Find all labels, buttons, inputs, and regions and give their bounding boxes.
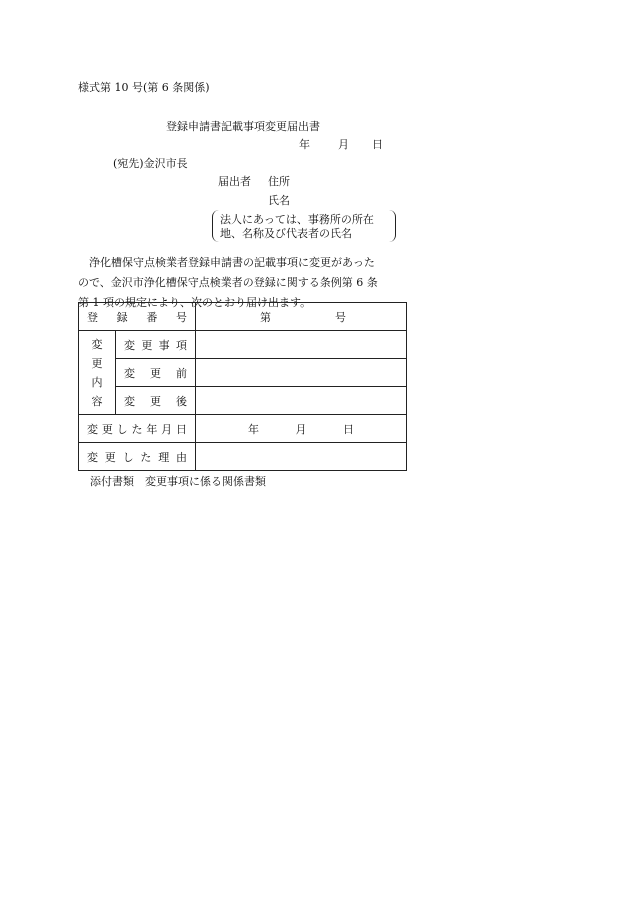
paragraph-line-2: ので、金沢市浄化槽保守点検業者の登録に関する条例第 6 条 (78, 276, 378, 289)
after-label: 変更後 (116, 387, 196, 415)
corporate-note-line1: 法人にあっては、事務所の所在 (220, 213, 374, 226)
reg-number-value-cell[interactable] (196, 303, 407, 331)
name-label: 氏名 (268, 194, 290, 207)
reg-number-label: 登録番号 (79, 303, 196, 331)
reason-value-cell[interactable] (196, 443, 407, 471)
changed-month-label: 月 (295, 422, 307, 436)
attachments-note: 添付書類 変更事項に係る関係書類 (90, 475, 266, 488)
change-item-value-cell[interactable] (196, 331, 407, 359)
table-row-after (79, 387, 407, 415)
reg-number-suffix: 号 (335, 310, 346, 324)
table-row-changed-date (79, 415, 407, 443)
reason-label: 変更した理由 (79, 443, 196, 471)
date-day-label: 日 (372, 138, 383, 151)
document-title: 登録申請書記載事項変更届出書 (166, 120, 320, 133)
address-label: 住所 (268, 175, 290, 188)
corporate-note-line2: 地、名称及び代表者の氏名 (220, 227, 352, 240)
change-notification-table (78, 302, 407, 471)
table-row-reason (79, 443, 407, 471)
date-year-label: 年 (299, 138, 310, 151)
form-number: 様式第 10 号(第 6 条関係) (78, 81, 210, 94)
after-value-cell[interactable] (196, 387, 407, 415)
paragraph-line-3: 第 1 項の規定により、次のとおり届け出ます。 (78, 296, 312, 309)
changed-year-label: 年 (248, 422, 259, 436)
table-row-before (79, 359, 407, 387)
before-label: 変更前 (116, 359, 196, 387)
paragraph-line-1: 浄化槽保守点検業者登録申請書の記載事項に変更があった (89, 256, 375, 269)
change-content-group-label (79, 331, 116, 415)
applicant-label: 届出者 (218, 175, 251, 188)
change-group-char-2: 更 (91, 356, 103, 370)
changed-date-value-cell[interactable] (196, 415, 407, 443)
addressee: (宛先)金沢市長 (113, 157, 188, 170)
table-row-change-item (79, 331, 407, 359)
before-value-cell[interactable] (196, 359, 407, 387)
change-group-char-1: 変 (91, 337, 103, 351)
changed-date-label: 変更した年月日 (79, 415, 196, 443)
table-row-registration-number (79, 303, 407, 331)
change-item-label: 変更事項 (116, 331, 196, 359)
changed-day-label: 日 (343, 422, 354, 436)
change-group-char-3: 内 (91, 375, 103, 389)
change-group-char-4: 容 (91, 394, 103, 408)
date-month-label: 月 (338, 138, 349, 151)
reg-number-prefix: 第 (260, 310, 271, 324)
